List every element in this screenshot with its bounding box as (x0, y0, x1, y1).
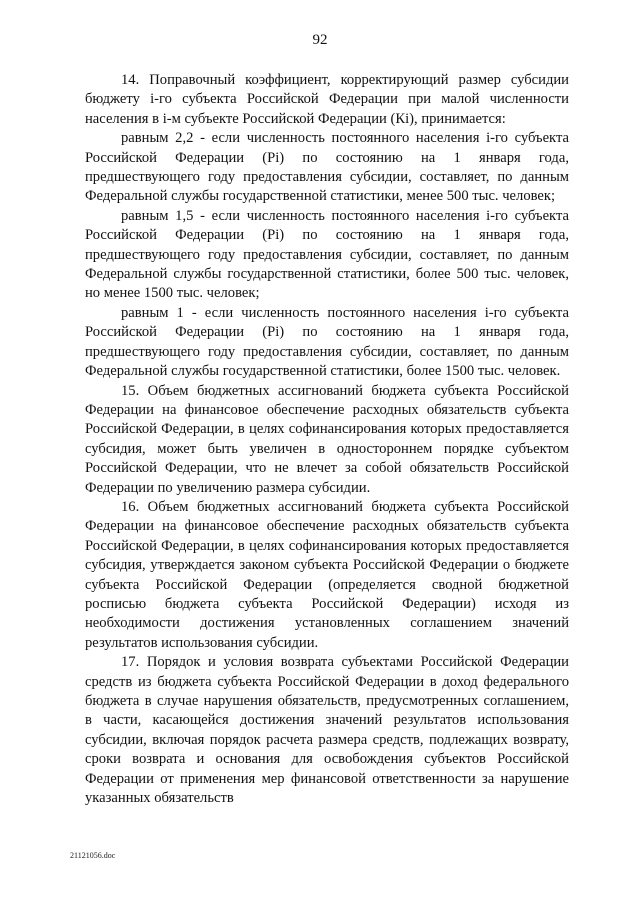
document-body (85, 71, 569, 808)
paragraph-coef-2-2: равным 2,2 - если численность постоянного населения i-го субъекта Российской Федерации (Pi) по состоянию на 1 января года, предшествующего году предоставления субсидии, составляет, по данным Федеральной службы государственной статистики, менее 500 тыс. человек; (85, 130, 569, 205)
paragraph-16: 16. Объем бюджетных ассигнований бюджета субъекта Российской Федерации на финансовое обеспечение расходных обязательств субъекта Российской Федерации, в целях софинансирования которых предоставляется субсидия, утверждается законом субъекта Российской Федерации о бюджете субъекта Российской Федерации (определяется сводной бюджетной росписью бюджета субъекта Российской Федерации) исходя из необходимости достижения установленных соглашением значений результатов использования субсидии. (85, 498, 569, 651)
page-number: 92 (312, 32, 328, 48)
paragraph-17: 17. Порядок и условия возврата субъектами Российской Федерации средств из бюджета субъекта Российской Федерации в доход федерального бюджета в случае нарушения обязательств, предусмотренных соглашением, в части, касающейся достижения значений результатов использования субсидии, включая порядок расчета размера средств, подлежащих возврату, сроки возврата и основания для освобождения субъектов Российской Федерации от применения мер финансовой ответственности за нарушение указанных обязательств (85, 654, 569, 807)
paragraph-15: 15. Объем бюджетных ассигнований бюджета субъекта Российской Федерации на финансовое обеспечение расходных обязательств субъекта Российской Федерации, в целях софинансирования которых предоставляется субсидия, может быть увеличен в одностороннем порядке субъектом Российской Федерации, что не влечет за собой обязательств Российской Федерации по увеличению размера субсидии. (85, 382, 569, 496)
paragraph-coef-1-5: равным 1,5 - если численность постоянного населения i-го субъекта Российской Федерации (Pi) по состоянию на 1 января года, предшествующего году предоставления субсидии, составляет, по данным Федеральной службы государственной статистики, более 500 тыс. человек, но менее 1500 тыс. человек; (85, 207, 569, 302)
paragraph-14-intro: 14. Поправочный коэффициент, корректирующий размер субсидии бюджету i-го субъекта Российской Федерации при малой численности населения в i-м субъекте Российской Федерации (Кi), принимается: (85, 72, 569, 127)
paragraph-coef-1: равным 1 - если численность постоянного населения i-го субъекта Российской Федерации (Pi) по состоянию на 1 января года, предшествующего году предоставления субсидии, составляет, по данным Федеральной службы государственной статистики, более 1500 тыс. человек. (85, 304, 569, 380)
document-code: 21121056.doc (70, 851, 116, 860)
